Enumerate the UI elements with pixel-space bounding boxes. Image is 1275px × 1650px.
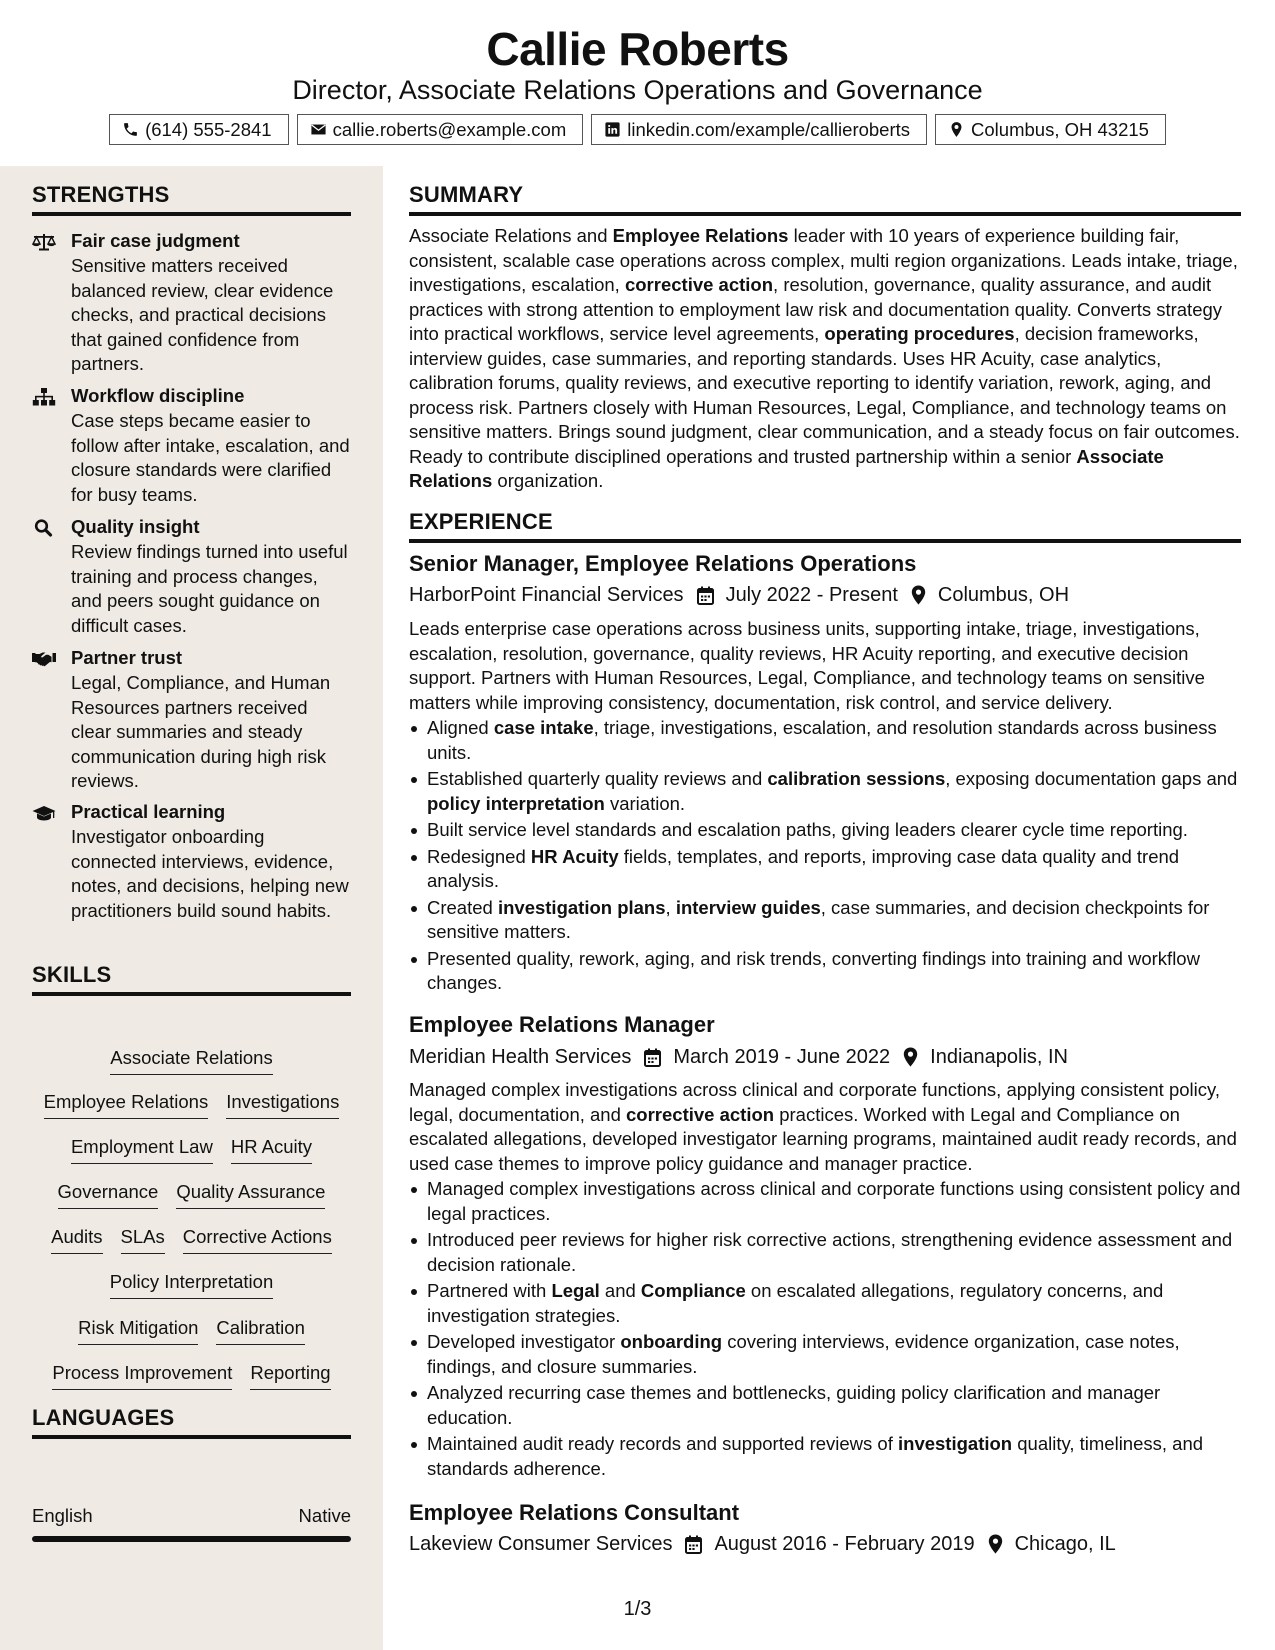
strength-description: Review findings turned into useful training and process changes, and peers sought guidance on difficult cases. — [71, 541, 348, 636]
summary-title: SUMMARY — [409, 182, 524, 207]
job-title: Senior Manager, Employee Relations Operations — [409, 551, 917, 576]
calendar-icon — [672, 1535, 714, 1554]
job-dates: March 2019 - June 2022 — [673, 1046, 891, 1068]
linkedin-icon — [604, 121, 621, 138]
contact-location — [935, 114, 1166, 145]
job-meta — [409, 1044, 1068, 1070]
job-title: Employee Relations Consultant — [409, 1500, 740, 1525]
list-item: Redesigned HR Acuity fields, templates, and reports, improving case data quality and trend analysis. — [409, 845, 1241, 894]
strength-description: Sensitive matters received balanced review, clear evidence checks, and practical decisions that gained confidence from partners. — [71, 255, 334, 374]
graduation-cap-icon — [32, 804, 56, 822]
resume-header — [0, 0, 1275, 166]
candidate-name: Callie Roberts — [486, 23, 789, 75]
list-item: Established quarterly quality reviews and calibration sessions, exposing documentation gaps and policy interpretation variation. — [409, 767, 1241, 816]
strengths-title: STRENGTHS — [32, 182, 170, 207]
contact-linkedin-text: linkedin.com/example/callieroberts — [627, 119, 911, 140]
skill-tag: Audits — [51, 1225, 102, 1254]
skill-tag: Corrective Actions — [183, 1225, 332, 1254]
list-item: Analyzed recurring case themes and bottlenecks, guiding policy clarification and manager education. — [409, 1381, 1241, 1430]
strength-description: Case steps became easier to follow after intake, escalation, and closure standards were clarified for busy teams. — [71, 410, 350, 505]
language-row — [32, 1504, 351, 1528]
org-chart-icon — [32, 388, 56, 406]
skill-tag: Process Improvement — [52, 1361, 232, 1390]
languages-title: LANGUAGES — [32, 1405, 175, 1430]
experience-header — [409, 493, 1241, 545]
job-title: Employee Relations Manager — [409, 1012, 715, 1037]
skill-tag: HR Acuity — [231, 1135, 312, 1164]
contact-email[interactable] — [297, 114, 584, 145]
job-location: Indianapolis, IN — [930, 1046, 1069, 1068]
skill-tag: Policy Interpretation — [110, 1270, 274, 1299]
map-pin-icon — [898, 585, 938, 605]
job-location: Chicago, IL — [1014, 1533, 1116, 1555]
strength-title: Quality insight — [71, 516, 200, 537]
map-pin-icon — [890, 1047, 930, 1067]
job-meta — [409, 1531, 1116, 1557]
skill-row — [32, 1090, 351, 1119]
strengths-header — [32, 166, 351, 218]
skills-title: SKILLS — [32, 962, 112, 987]
contact-linkedin[interactable] — [591, 114, 927, 145]
strength-title: Practical learning — [71, 801, 226, 822]
page-number: 1/3 — [623, 1598, 652, 1620]
job-company: Lakeview Consumer Services — [409, 1533, 673, 1555]
job-location: Columbus, OH — [937, 584, 1070, 606]
list-item: Built service level standards and escalation paths, giving leaders clearer cycle time reporting. — [409, 818, 1241, 843]
map-pin-icon — [975, 1534, 1015, 1554]
job-bullets — [409, 1177, 1241, 1483]
handshake-icon — [32, 650, 56, 668]
languages-divider — [32, 1435, 351, 1439]
skill-tag: Reporting — [250, 1361, 330, 1390]
job-company: Meridian Health Services — [409, 1046, 632, 1068]
calendar-icon — [631, 1048, 673, 1067]
job-meta — [409, 582, 1069, 608]
skill-tag: Investigations — [226, 1090, 339, 1119]
envelope-icon — [310, 121, 327, 138]
job-description: Leads enterprise case operations across business units, supporting intake, triage, investigations, escalation, resolution, governance, quality reviews, HR Acuity reporting, and executive decision support. Partners with Human Resources, Legal, Compliance, and technology teams on sensitive matters while improving consistency, documentation, risk control, and service delivery. — [409, 618, 1205, 713]
experience-divider — [409, 539, 1241, 543]
phone-icon — [122, 121, 139, 138]
language-level: Native — [298, 1505, 351, 1526]
summary-text: Associate Relations and Employee Relations leader with 10 years of experience building fair, consistent, scalable case operations across complex, multi region organizations. Leads intake, triage, investigations, escalation, corrective action, resolution, governance, quality assurance, and audit practices with strong attention to employment law risk and documentation quality. Converts strategy into practical workflows, service level agreements, operating procedures, decision frameworks, interview guides, case summaries, and reporting standards. Uses HR Acuity, case analytics, calibration forums, quality reviews, and executive reporting to identify variation, rework, aging, and process risk. Partners closely with Human Resources, Legal, Compliance, and technology teams on sensitive matters. Brings sound judgment, clear communication, and a steady focus on fair outcomes. Ready to contribute disciplined operations and trusted partnership within a senior Associate Relations organization. — [409, 225, 1240, 491]
contact-email-text: callie.roberts@example.com — [332, 119, 567, 140]
strength-title: Fair case judgment — [71, 230, 240, 251]
skill-row — [32, 1225, 351, 1254]
language-proficiency-bar — [32, 1536, 351, 1542]
contact-bar — [0, 114, 1275, 145]
skill-tag: SLAs — [121, 1225, 165, 1254]
list-item: Partnered with Legal and Compliance on escalated allegations, regulatory concerns, and investigation strategies. — [409, 1279, 1241, 1328]
strength-title: Partner trust — [71, 647, 183, 668]
contact-phone[interactable] — [109, 114, 289, 145]
language-name: English — [32, 1505, 93, 1526]
skill-row — [32, 1135, 351, 1164]
skill-tag: Risk Mitigation — [78, 1316, 198, 1345]
contact-location-text: Columbus, OH 43215 — [971, 119, 1149, 140]
strength-title: Workflow discipline — [71, 385, 245, 406]
list-item: Created investigation plans, interview guides, case summaries, and decision checkpoints for sensitive matters. — [409, 896, 1241, 945]
skill-tag: Employment Law — [71, 1135, 213, 1164]
skill-row — [32, 1316, 351, 1345]
contact-phone-text: (614) 555-2841 — [145, 119, 272, 140]
job-bullets — [409, 716, 1241, 998]
skill-tag: Quality Assurance — [176, 1180, 325, 1209]
skill-tag: Governance — [58, 1180, 159, 1209]
experience-title: EXPERIENCE — [409, 509, 553, 534]
skills-header — [32, 946, 351, 998]
strengths-divider — [32, 212, 351, 216]
skills-divider — [32, 992, 351, 996]
list-item: Presented quality, rework, aging, and risk trends, converting findings into training and workflow changes. — [409, 947, 1241, 996]
job-description: Managed complex investigations across clinical and corporate functions, applying consistent policy, legal, documentation, and corrective action practices. Worked with Legal and Compliance on escalated allegations, developed investigator learning programs, maintained audit ready records, and used case themes to improve policy guidance and manager practice. — [409, 1079, 1237, 1174]
candidate-title: Director, Associate Relations Operations and Governance — [292, 75, 983, 105]
skill-row — [32, 1361, 351, 1390]
job-company: HarborPoint Financial Services — [409, 584, 684, 606]
languages-header — [32, 1389, 351, 1441]
summary-header — [409, 166, 1241, 218]
job-dates: July 2022 - Present — [725, 584, 898, 606]
list-item: Introduced peer reviews for higher risk corrective actions, strengthening evidence assessment and decision rationale. — [409, 1228, 1241, 1277]
strength-description: Legal, Compliance, and Human Resources partners received clear summaries and steady communication during high risk reviews. — [71, 672, 331, 791]
map-pin-icon — [948, 121, 965, 138]
scale-icon — [32, 233, 56, 251]
skill-row — [32, 1046, 351, 1075]
list-item: Managed complex investigations across clinical and corporate functions using consistent policy and legal practices. — [409, 1177, 1241, 1226]
list-item: Aligned case intake, triage, investigations, escalation, and resolution standards across business units. — [409, 716, 1241, 765]
job-dates: August 2016 - February 2019 — [714, 1533, 975, 1555]
skill-tag: Employee Relations — [44, 1090, 209, 1119]
strength-description: Investigator onboarding connected interviews, evidence, notes, and decisions, helping new practitioners build sound habits. — [71, 826, 349, 921]
list-item: Developed investigator onboarding covering interviews, evidence organization, case notes, findings, and closure summaries. — [409, 1330, 1241, 1379]
calendar-icon — [684, 586, 726, 605]
summary-divider — [409, 212, 1241, 216]
list-item: Maintained audit ready records and supported reviews of investigation quality, timeliness, and standards adherence. — [409, 1432, 1241, 1481]
skill-row — [32, 1270, 351, 1299]
skill-tag: Calibration — [216, 1316, 304, 1345]
skill-row — [32, 1180, 351, 1209]
search-icon — [32, 519, 56, 537]
skill-tag: Associate Relations — [110, 1046, 272, 1075]
